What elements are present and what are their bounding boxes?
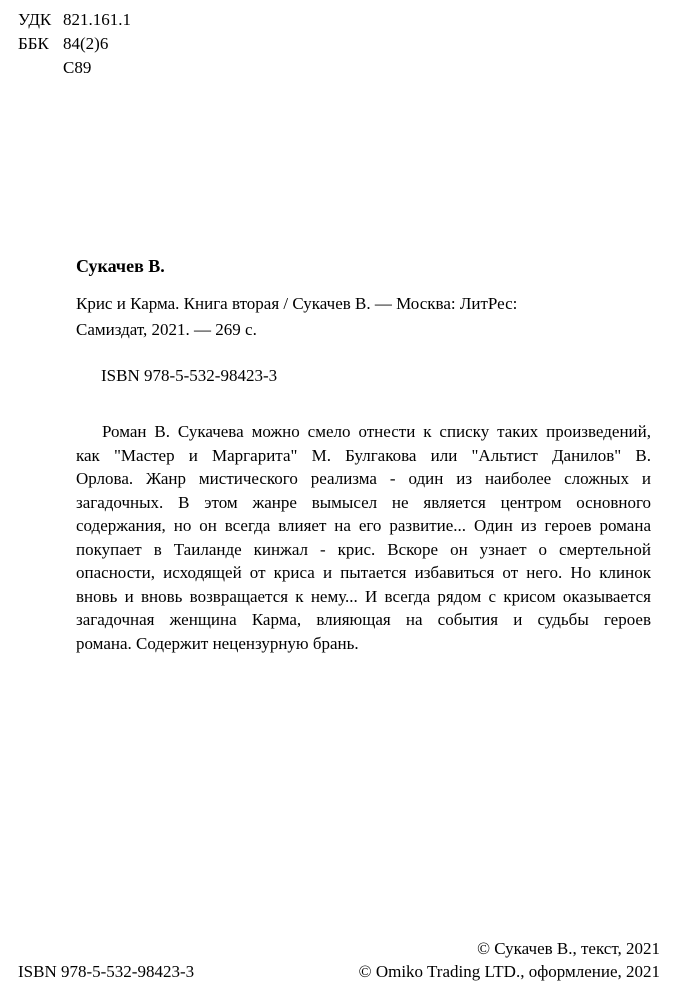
copyright-text: © Сукачев В., текст, 2021 xyxy=(477,939,660,958)
udk-label: УДК xyxy=(18,10,52,29)
annotation-line: опасности, исходящей от криса и пытается избавиться от него. Но клинок xyxy=(76,563,651,582)
annotation-line: покупает в Таиланде кинжал - крис. Вскоре он узнает о смертельной xyxy=(76,539,651,559)
annotation xyxy=(76,420,651,655)
bib-line-1: Крис и Карма. Книга вторая / Сукачев В. — Москва: ЛитРес: xyxy=(76,294,518,313)
author-mark-row xyxy=(18,58,91,78)
annotation-line: содержания, но он всегда влияет на его развитие... Один из героев романа xyxy=(76,516,651,535)
annotation-line: романа. Содержит нецензурную брань. xyxy=(76,633,359,653)
annotation-line: как "Мастер и Маргарита" М. Булгакова или "Альтист Данилов" В. xyxy=(76,445,651,465)
isbn: ISBN 978-5-532-98423-3 xyxy=(101,366,278,385)
bbk-row xyxy=(18,34,108,54)
udk-value: 821.161.1 xyxy=(63,10,131,29)
annotation-line: загадочная женщина Карма, влияющая на события и судьбы героев xyxy=(76,610,651,629)
bbk-value: 84(2)6 xyxy=(63,34,109,53)
bbk-label: ББК xyxy=(18,34,49,53)
bib-line-2: Самиздат, 2021. — 269 с. xyxy=(76,320,257,339)
footer-isbn: ISBN 978-5-532-98423-3 xyxy=(18,962,195,981)
bibliographic-description xyxy=(76,291,621,343)
udk-row xyxy=(18,10,131,30)
annotation-line: загадочных. В этом жанре вымысел не является центром основного xyxy=(76,492,651,512)
annotation-line: Орлова. Жанр мистического реализма - один из наиболее сложных и xyxy=(76,469,651,488)
copyright-design: © Omiko Trading LTD., оформление, 2021 xyxy=(358,962,660,981)
annotation-line: Роман В. Сукачева можно смело отнести к списку таких произведений, xyxy=(102,422,651,441)
author-mark: С89 xyxy=(63,58,92,77)
annotation-line: вновь и вновь возвращается к нему... И всегда рядом с крисом оказывается xyxy=(76,586,651,606)
author-heading: Сукачев В. xyxy=(76,256,165,276)
